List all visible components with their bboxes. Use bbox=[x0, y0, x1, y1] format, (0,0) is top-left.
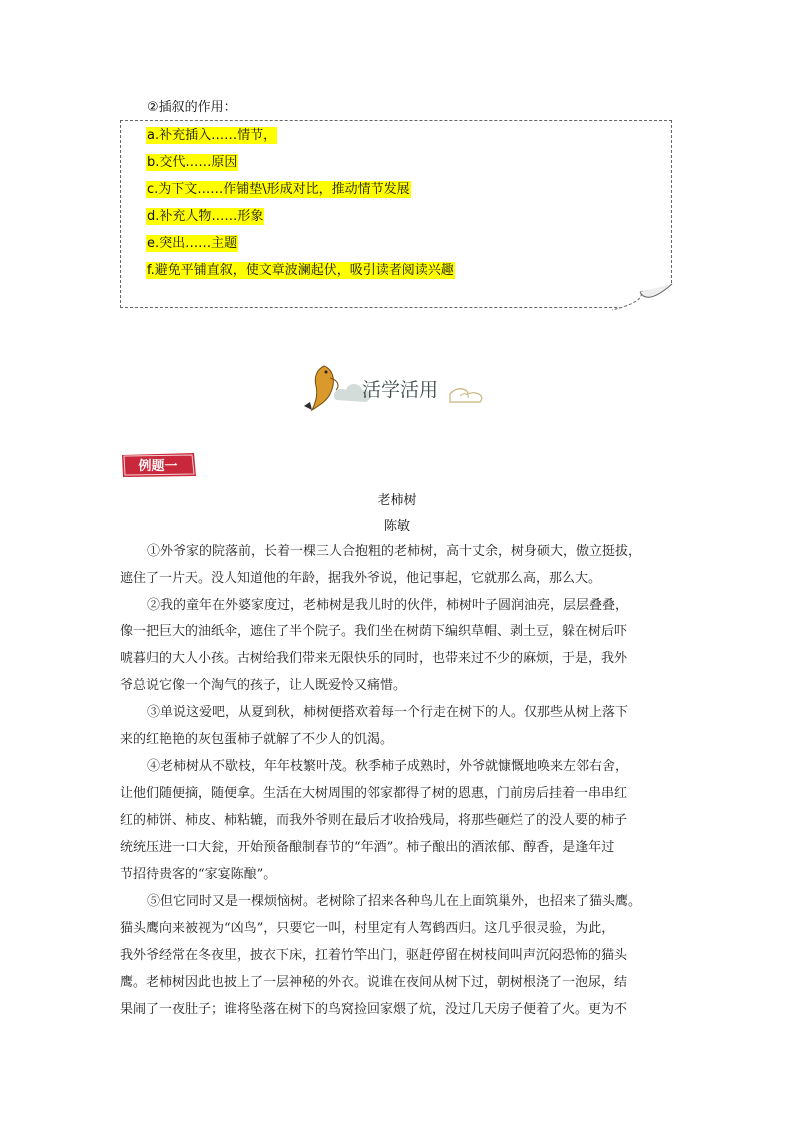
paragraph-line: 节招待贵客的“家宴陈酿”。 bbox=[120, 867, 277, 882]
section-heading: ②插叙的作用： bbox=[147, 100, 237, 115]
banner-text: 活学活用 bbox=[361, 379, 439, 401]
note-item: e.突出……主题 bbox=[147, 236, 238, 251]
fish-icon bbox=[304, 366, 338, 410]
paragraph-line: 让他们随便摘，随便拿。生活在大树周围的邻家都得了树的恩惠，门前房后挂着一串串红 bbox=[120, 786, 628, 801]
page-curl-decoration bbox=[610, 282, 674, 312]
paragraph-line: ①外爷家的院落前，长着一棵三人合抱粗的老柿树，高十丈余，树身硕大，傲立挺拔， bbox=[147, 544, 642, 559]
note-item: a.补充插入……情节， bbox=[147, 128, 277, 143]
paragraph-line: 唬暮归的大人小孩。古树给我们带来无限快乐的同时，也带来过不少的麻烦，于是，我外 bbox=[120, 651, 628, 666]
paragraph-line: 红的柿饼、柿皮、柿粘辘，而我外爷则在最后才收拾残局，将那些砸烂了的没人要的柿子 bbox=[120, 813, 628, 828]
article-title: 老柿树 bbox=[377, 493, 417, 508]
note-item: f.避免平铺直叙，使文章波澜起伏，吸引读者阅读兴趣 bbox=[147, 263, 454, 278]
paragraph-line: 像一把巨大的油纸伞，遮住了半个院子。我们坐在树荫下编织草帽、剥土豆，躲在树后吓 bbox=[120, 624, 628, 639]
paragraph-line: 爷总说它像一个淘气的孩子，让人既爱怜又痛惜。 bbox=[120, 678, 407, 693]
paragraph-line: 遮住了一片天。没人知道他的年龄，据我外爷说，他记事起，它就那么高，那么大。 bbox=[120, 571, 602, 586]
paragraph-line: 猫头鹰向来被视为“凶鸟”，只要它一叫，村里定有人驾鹤西归。这几乎很灵验，为此， bbox=[120, 921, 615, 936]
paragraph-line: 我外爷经常在冬夜里，披衣下床，扛着竹竿出门，驱赶停留在树枝间叫声沉闷恐怖的猫头 bbox=[120, 948, 628, 963]
article-author: 陈敏 bbox=[383, 519, 410, 534]
section-banner bbox=[300, 360, 500, 412]
paragraph-line: ⑤但它同时又是一棵烦恼树。老树除了招来各种鸟儿在上面筑巢外，也招来了猫头鹰。 bbox=[147, 894, 642, 909]
note-item: c.为下文……作铺垫\形成对比，推动情节发展 bbox=[147, 182, 410, 197]
note-item: b.交代……原因 bbox=[147, 155, 238, 170]
note-item: d.补充人物……形象 bbox=[147, 209, 264, 224]
paragraph-line: 鹰。老柿树因此也披上了一层神秘的外衣。说谁在夜间从树下过，朝树根浇了一泡尿，结 bbox=[120, 975, 628, 990]
paragraph-line: 果闹了一夜肚子；谁将坠落在树下的鸟窝捡回家煨了炕，没过几天房子便着了火。更为不 bbox=[120, 1002, 628, 1017]
paragraph-line: 统统压进一口大瓮，开始预备酿制春节的“年酒”。柿子酿出的酒浓郁、醇香，是逢年过 bbox=[120, 840, 615, 855]
example-badge bbox=[120, 452, 198, 478]
paragraph-line: ③单说这爱吧，从夏到秋，柿树便搭欢着每一个行走在树下的人。仅那些从树上落下 bbox=[147, 705, 629, 720]
paragraph-line: ②我的童年在外婆家度过，老柿树是我儿时的伙伴，柿树叶子圆润油亮，层层叠叠， bbox=[147, 598, 629, 613]
paragraph-line: 来的红艳艳的灰包蛋柿子就解了不少人的饥渴。 bbox=[120, 732, 394, 747]
paragraph-line: ④老柿树从不歇枝，年年枝繁叶茂。秋季柿子成熟时，外爷就慷慨地唤来左邻右舍， bbox=[147, 759, 629, 774]
badge-text: 例题一 bbox=[138, 459, 178, 474]
